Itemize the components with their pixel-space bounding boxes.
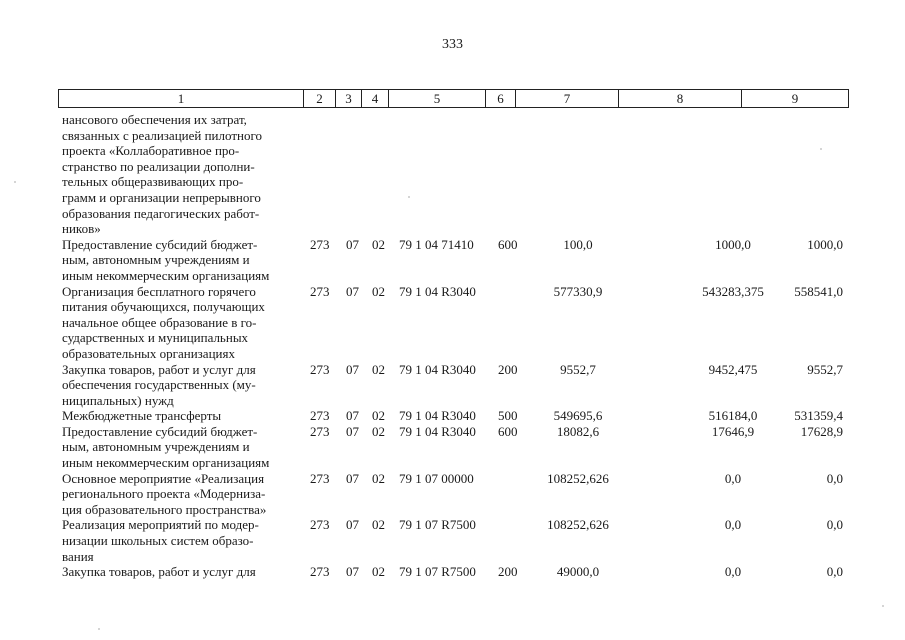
expense-type-code: 500	[498, 408, 518, 424]
section-code: 07	[346, 564, 359, 580]
description-line: сударственных и муниципальных	[62, 330, 249, 346]
subsection-code: 02	[372, 423, 385, 439]
target-article-code: 79 1 04 R3040	[399, 408, 476, 424]
description-line: образования педагогических работ-	[62, 205, 260, 221]
amount-col7: 100,0	[563, 236, 593, 252]
section-code: 07	[346, 408, 359, 424]
description-line: Закупка товаров, работ и услуг для	[62, 361, 256, 377]
description-line: ция образовательного пространства»	[62, 501, 267, 517]
scan-speck	[98, 628, 100, 630]
section-code: 07	[346, 283, 359, 299]
table-row	[58, 564, 848, 580]
target-article-code: 79 1 04 R3040	[399, 361, 476, 377]
table-row	[58, 237, 848, 284]
amount-col9: 1000,0	[807, 236, 843, 252]
subsection-code: 02	[372, 564, 385, 580]
column-header-8: 8	[619, 90, 742, 108]
section-code: 07	[346, 423, 359, 439]
description-line: проекта «Коллаборативное про-	[62, 143, 240, 159]
section-code: 07	[346, 517, 359, 533]
expense-type-code: 600	[498, 236, 518, 252]
description-line: Основное мероприятие «Реализация	[62, 470, 265, 486]
description-line: регионального проекта «Модерниза-	[62, 486, 266, 502]
section-code: 07	[346, 361, 359, 377]
scan-speck	[820, 148, 822, 150]
table-row	[58, 112, 848, 237]
scan-speck	[882, 605, 884, 607]
amount-col8: 1000,0	[715, 236, 751, 252]
table-row	[58, 408, 848, 424]
description-line: иным некоммерческим организациям	[62, 267, 270, 283]
column-header-6: 6	[486, 90, 516, 108]
row-description	[58, 424, 305, 471]
row-description	[58, 471, 305, 518]
amount-col9: 558541,0	[794, 283, 843, 299]
column-header-5: 5	[389, 90, 486, 108]
expense-type-code: 600	[498, 423, 518, 439]
table-row	[58, 424, 848, 471]
ministry-code: 273	[310, 564, 330, 580]
amount-col8: 543283,375	[702, 283, 764, 299]
description-line: нансового обеспечения их затрат,	[62, 112, 247, 127]
description-line: связанных с реализацией пилотного	[62, 127, 262, 143]
ministry-code: 273	[310, 283, 330, 299]
amount-col7: 9552,7	[560, 361, 596, 377]
scan-speck	[408, 196, 410, 198]
amount-col9: 531359,4	[794, 408, 843, 424]
ministry-code: 273	[310, 236, 330, 252]
description-line: Межбюджетные трансферты	[62, 408, 222, 424]
amount-col8: 0,0	[724, 470, 742, 486]
target-article-code: 79 1 07 R7500	[399, 564, 476, 580]
description-line: начальное общее образование в го-	[62, 314, 257, 330]
section-code: 07	[346, 470, 359, 486]
amount-col7: 577330,9	[553, 283, 603, 299]
scan-speck	[14, 181, 16, 183]
amount-col7: 549695,6	[553, 408, 603, 424]
subsection-code: 02	[372, 408, 385, 424]
ministry-code: 273	[310, 423, 330, 439]
row-description	[58, 564, 305, 580]
target-article-code: 79 1 04 R3040	[399, 283, 476, 299]
amount-col7: 49000,0	[556, 564, 600, 580]
section-code: 07	[346, 236, 359, 252]
description-line: ным, автономным учреждениям и	[62, 439, 250, 455]
amount-col9: 0,0	[826, 564, 843, 580]
description-line: иным некоммерческим организациям	[62, 455, 270, 471]
description-line: Предоставление субсидий бюджет-	[62, 423, 258, 439]
subsection-code: 02	[372, 517, 385, 533]
ministry-code: 273	[310, 470, 330, 486]
description-line: обеспечения государственных (му-	[62, 377, 256, 393]
target-article-code: 79 1 07 00000	[399, 470, 474, 486]
target-article-code: 79 1 07 R7500	[399, 517, 476, 533]
row-description	[58, 112, 305, 237]
ministry-code: 273	[310, 408, 330, 424]
amount-col7: 108252,626	[547, 517, 609, 533]
table-row	[58, 284, 848, 362]
column-header-1: 1	[59, 90, 304, 108]
page-number: 333	[442, 37, 463, 52]
description-line: странство по реализации дополни-	[62, 158, 255, 174]
amount-col9: 17628,9	[800, 423, 843, 439]
description-line: Реализация мероприятий по модер-	[62, 517, 259, 533]
subsection-code: 02	[372, 283, 385, 299]
description-line: грамм и организации непрерывного	[62, 189, 261, 205]
target-article-code: 79 1 04 71410	[399, 236, 474, 252]
amount-col8: 17646,9	[711, 423, 755, 439]
column-header-9: 9	[742, 90, 849, 108]
expense-type-code: 200	[498, 564, 518, 580]
amount-col8: 0,0	[724, 564, 742, 580]
description-line: вания	[62, 548, 94, 564]
column-header-4: 4	[362, 90, 389, 108]
description-line: Организация бесплатного горячего	[62, 283, 256, 299]
amount-col7: 108252,626	[547, 470, 609, 486]
amount-col9: 9552,7	[807, 361, 843, 377]
ministry-code: 273	[310, 517, 330, 533]
description-line: ников»	[62, 221, 101, 237]
column-header-table	[58, 89, 849, 108]
amount-col9: 0,0	[826, 517, 843, 533]
ministry-code: 273	[310, 361, 330, 377]
column-header-3: 3	[336, 90, 362, 108]
expense-type-code: 200	[498, 361, 518, 377]
subsection-code: 02	[372, 236, 385, 252]
description-line: Закупка товаров, работ и услуг для	[62, 564, 256, 580]
target-article-code: 79 1 04 R3040	[399, 423, 476, 439]
row-description	[58, 517, 305, 564]
row-description	[58, 362, 305, 409]
description-line: низации школьных систем образо-	[62, 533, 254, 549]
amount-col7: 18082,6	[556, 423, 600, 439]
description-line: образовательных организациях	[62, 345, 235, 361]
column-header-7: 7	[516, 90, 619, 108]
row-description	[58, 237, 305, 284]
subsection-code: 02	[372, 470, 385, 486]
amount-col8: 0,0	[724, 517, 742, 533]
description-line: ниципальных) нужд	[62, 392, 174, 408]
amount-col9: 0,0	[826, 470, 843, 486]
amount-col8: 9452,475	[708, 361, 758, 377]
table-row	[58, 517, 848, 564]
description-line: питания обучающихся, получающих	[62, 299, 265, 315]
description-line: тельных общеразвивающих про-	[62, 174, 244, 190]
row-description	[58, 284, 305, 362]
column-header-2: 2	[304, 90, 336, 108]
amount-col8: 516184,0	[708, 408, 758, 424]
table-body	[58, 112, 848, 580]
description-line: ным, автономным учреждениям и	[62, 252, 250, 268]
description-line: Предоставление субсидий бюджет-	[62, 236, 258, 252]
table-row	[58, 362, 848, 409]
row-description	[58, 408, 305, 424]
table-row	[58, 471, 848, 518]
subsection-code: 02	[372, 361, 385, 377]
